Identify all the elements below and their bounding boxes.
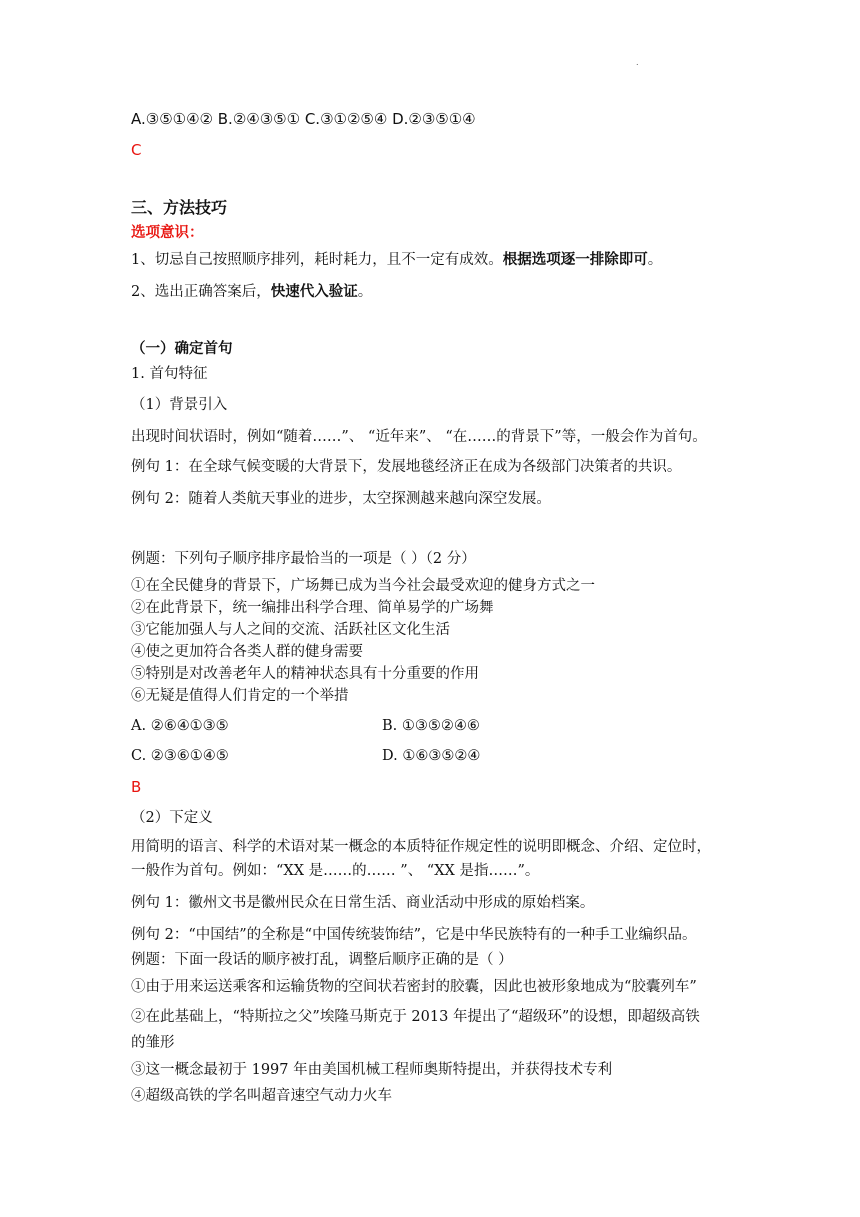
question-1-item: ①在全民健身的背景下，广场舞已成为当今社会最受欢迎的健身方式之一: [131, 578, 595, 594]
background-desc: 出现时间状语时，例如“随着……”、 “近年来”、 “在……的背景下”等，一般会作为首句。: [131, 429, 707, 445]
background-example-2: 例句 2：随着人类航天事业的进步，太空探测越来越向深空发展。: [131, 491, 551, 507]
question-2-item-2: ②在此基础上，“特斯拉之父”埃隆马斯克于 2013 年提出了“超级环”的设想，即超级高铁: [131, 1009, 700, 1025]
question-2-stem: 例题：下面一段话的顺序被打乱，调整后顺序正确的是（ ）: [131, 952, 513, 968]
background-title: （1）背景引入: [131, 397, 228, 413]
answer-label: C: [131, 141, 142, 159]
question-1-item: ⑥无疑是值得人们肯定的一个举措: [131, 688, 349, 704]
question-1-item: ②在此背景下，统一编排出科学合理、简单易学的广场舞: [131, 600, 494, 616]
definition-example-2: 例句 2：“中国结”的全称是“中国传统装饰结”，它是中华民族特有的一种手工业编织品。: [131, 927, 697, 943]
header-dot: .: [636, 58, 639, 67]
question-2-item-2-cont: 的雏形: [131, 1035, 175, 1051]
question-2-item-1: ①由于用来运送乘客和运输货物的空间状若密封的胶囊，因此也被形象地成为“胶囊列车”: [131, 979, 697, 995]
sub-title: 选项意识：: [131, 224, 204, 241]
part-title: （一）确定首句: [131, 340, 233, 357]
option-c: C. ②③⑥①④⑤: [131, 748, 229, 764]
definition-example-1: 例句 1：徽州文书是徽州民众在日常生活、商业活动中形成的原始档案。: [131, 895, 595, 911]
option-a: A. ②⑥④①③⑤: [131, 718, 229, 734]
question-1-options-row-1: [131, 716, 229, 736]
background-example-1: 例句 1：在全球气候变暖的大背景下，发展地毯经济正在成为各级部门决策者的共识。: [131, 459, 682, 475]
tip-1: 1、切忌自己按照顺序排列，耗时耗力，且不一定有成效。根据选项逐一排除即可。: [131, 251, 663, 268]
options-line: A.③⑤①④② B.②④③⑤① C.③①②⑤④ D.②③⑤①④: [131, 110, 476, 128]
section-title: 三、方法技巧: [131, 198, 228, 217]
question-1-stem: 例题：下列句子顺序排序最恰当的一项是（ ）（2 分）: [131, 551, 476, 567]
option-b: B. ①③⑤②④⑥: [382, 718, 480, 734]
question-1-answer: B: [131, 778, 142, 796]
question-2-item-4: ④超级高铁的学名叫超音速空气动力火车: [131, 1088, 392, 1104]
definition-title: （2）下定义: [131, 810, 213, 826]
question-1-item: ③它能加强人与人之间的交流、活跃社区文化生活: [131, 622, 450, 638]
question-1-item: ④使之更加符合各类人群的健身需要: [131, 644, 363, 660]
feature-title: 1. 首句特征: [131, 366, 208, 382]
question-2-item-3: ③这一概念最初于 1997 年由美国机械工程师奥斯特提出，并获得技术专利: [131, 1062, 613, 1078]
question-1-item: ⑤特别是对改善老年人的精神状态具有十分重要的作用: [131, 666, 479, 682]
definition-desc-line-1: 用简明的语言、科学的术语对某一概念的本质特征作规定性的说明即概念、介绍、定位时，: [131, 839, 711, 855]
option-d: D. ①⑥③⑤②④: [382, 748, 481, 764]
tip-2: 2、选出正确答案后，快速代入验证。: [131, 283, 373, 300]
definition-desc-line-2: 一般作为首句。例如：“XX 是……的…… ”、 “XX 是指……”。: [131, 863, 540, 879]
